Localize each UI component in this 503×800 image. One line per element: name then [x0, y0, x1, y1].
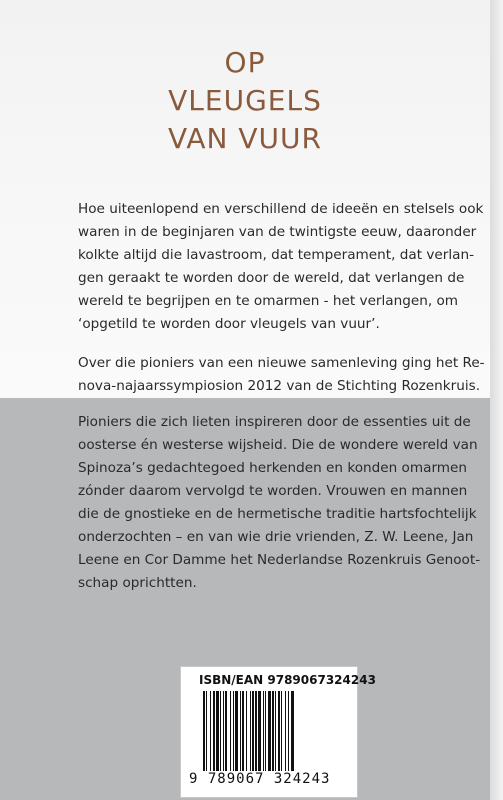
barcode-bar	[255, 691, 257, 771]
page-edge	[490, 0, 503, 800]
title-line: VLEUGELS	[168, 84, 322, 117]
barcode-bar	[206, 691, 207, 771]
barcode-icon	[203, 691, 333, 771]
text-line: oosterse én westerse wijsheid. Die de wondere wereld van	[78, 437, 478, 453]
barcode-bar	[285, 691, 286, 771]
barcode-bar	[258, 691, 261, 771]
text-line: Hoe uiteenlopend en verschillend de ideeën en stelsels ook	[78, 201, 484, 217]
barcode-bar	[263, 691, 264, 771]
barcode-bar	[216, 691, 219, 771]
text-line: schap oprichtten.	[78, 575, 197, 591]
barcode-bar	[242, 691, 244, 771]
barcode-bar	[281, 691, 282, 771]
barcode-bar	[250, 691, 251, 771]
text-line: zónder daarom vervolgd te worden. Vrouwen en mannen	[78, 483, 468, 499]
barcode-bar	[278, 691, 280, 771]
barcode-bar	[252, 691, 254, 771]
title-line: VAN VUUR	[168, 122, 322, 155]
barcode-bar	[240, 691, 241, 771]
barcode-bar	[272, 691, 274, 771]
text-line: Spinoza’s gedachtegoed herkenden en konden omarmen	[78, 460, 468, 476]
barcode-bar	[246, 691, 247, 771]
title-line: OP	[224, 46, 266, 79]
barcode-bar	[288, 691, 289, 771]
text-line: Over die pioniers van een nieuwe samenleving ging het Re-	[78, 355, 485, 371]
barcode-bar	[225, 691, 227, 771]
text-line: kolkte altijd die lavastroom, dat temperament, dat verlan-	[78, 247, 474, 263]
text-line: die de gnostieke en de hermetische traditie hartsfochtelijk	[78, 506, 477, 522]
barcode-bar	[210, 691, 211, 771]
isbn-label: ISBN/EAN 9789067324243	[199, 673, 376, 687]
text-line: gen geraakt te worden door de wereld, dat verlangen de	[78, 270, 465, 286]
barcode-bar	[233, 691, 234, 771]
text-line: onderzochten – en van wie drie vrienden, Z. W. Leene, Jan	[78, 529, 474, 545]
text-line: Leene en Cor Damme het Nederlandse Rozenkruis Genoot-	[78, 552, 481, 568]
pioneers-paragraph	[78, 411, 488, 595]
barcode-bar	[220, 691, 221, 771]
barcode-bar	[223, 691, 224, 771]
barcode-bar	[275, 691, 276, 771]
barcode-bar	[230, 691, 231, 771]
barcode-bar	[268, 691, 271, 771]
text-line: waren in de beginjaren van de twintigste eeuw, daaronder	[78, 224, 477, 240]
barcode-digits: 9 789067 324243	[189, 771, 331, 787]
barcode-bar	[203, 691, 205, 771]
event-paragraph	[78, 352, 488, 398]
barcode-bar	[265, 691, 266, 771]
text-line: wereld te begrijpen en te omarmen - het verlangen, om	[78, 293, 459, 309]
book-title	[0, 44, 490, 158]
intro-paragraph	[78, 198, 488, 336]
text-line: nova-najaarssympiosion 2012 van de Stichting Rozenkruis.	[78, 378, 481, 394]
barcode-bar	[291, 691, 294, 771]
text-line: ‘opgetild te worden door vleugels van vuur’.	[78, 316, 380, 332]
barcode-bar	[235, 691, 238, 771]
barcode-bar	[213, 691, 215, 771]
text-line: Pioniers die zich lieten inspireren door de essenties uit de	[78, 414, 471, 430]
isbn-barcode-sticker	[180, 666, 376, 798]
